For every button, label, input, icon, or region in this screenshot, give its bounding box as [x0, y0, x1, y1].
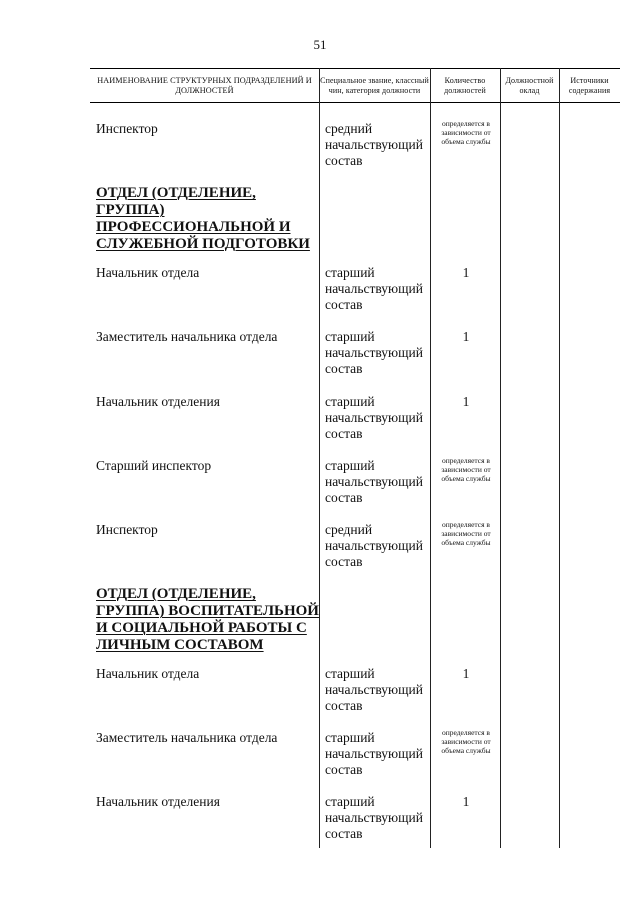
table-top-rule: [90, 68, 620, 69]
column-divider: [559, 68, 560, 848]
position-quantity: определяется в зависимости от объема службы: [441, 456, 491, 483]
header-name-column: НАИМЕНОВАНИЕ СТРУКТУРНЫХ ПОДРАЗДЕЛЕНИЙ И ДОЛЖНОСТЕЙ: [97, 76, 312, 95]
position-rank: старший начальствующий состав: [325, 730, 423, 777]
position-quantity: определяется в зависимости от объема службы: [441, 119, 491, 146]
position-name: Инспектор: [96, 121, 158, 136]
column-divider: [500, 68, 501, 848]
section-title: ОТДЕЛ (ОТДЕЛЕНИЕ, ГРУППА) ВОСПИТАТЕЛЬНОЙ И СОЦИАЛЬНОЙ РАБОТЫ С ЛИЧНЫМ СОСТАВОМ: [96, 586, 319, 653]
position-name: Начальник отделения: [96, 394, 220, 409]
position-quantity: 1: [462, 666, 470, 681]
header-quantity-column: Количество должностей: [444, 76, 486, 95]
position-name: Начальник отдела: [96, 265, 200, 280]
position-name: Начальник отделения: [96, 794, 220, 809]
position-name: Заместитель начальника отдела: [96, 329, 278, 344]
position-rank: старший начальствующий состав: [325, 394, 423, 441]
position-quantity: определяется в зависимости от объема службы: [441, 728, 491, 755]
header-source-column: Источники содержания: [568, 76, 611, 95]
position-rank: средний начальствующий состав: [325, 121, 423, 168]
position-quantity: определяется в зависимости от объема службы: [441, 520, 491, 547]
position-rank: старший начальствующий состав: [325, 458, 423, 505]
position-name: Инспектор: [96, 522, 158, 537]
position-quantity: 1: [462, 329, 470, 344]
header-bottom-rule: [90, 102, 620, 103]
position-rank: старший начальствующий состав: [325, 265, 423, 312]
position-name: Старший инспектор: [96, 458, 212, 473]
header-rank-column: Специальное звание, классный чин, категория должности: [320, 76, 429, 95]
position-rank: средний начальствующий состав: [325, 522, 423, 569]
position-rank: старший начальствующий состав: [325, 794, 423, 841]
position-name: Начальник отдела: [96, 666, 200, 681]
section-title: ОТДЕЛ (ОТДЕЛЕНИЕ, ГРУППА) ПРОФЕССИОНАЛЬНОЙ И СЛУЖЕБНОЙ ПОДГОТОВКИ: [96, 185, 310, 252]
position-rank: старший начальствующий состав: [325, 666, 423, 713]
position-quantity: 1: [462, 794, 470, 809]
position-quantity: 1: [462, 265, 470, 280]
page-number: 51: [313, 37, 327, 52]
position-rank: старший начальствующий состав: [325, 329, 423, 376]
staff-table: [90, 68, 620, 848]
position-name: Заместитель начальника отдела: [96, 730, 278, 745]
position-quantity: 1: [462, 394, 470, 409]
header-salary-column: Должностной оклад: [505, 76, 554, 95]
